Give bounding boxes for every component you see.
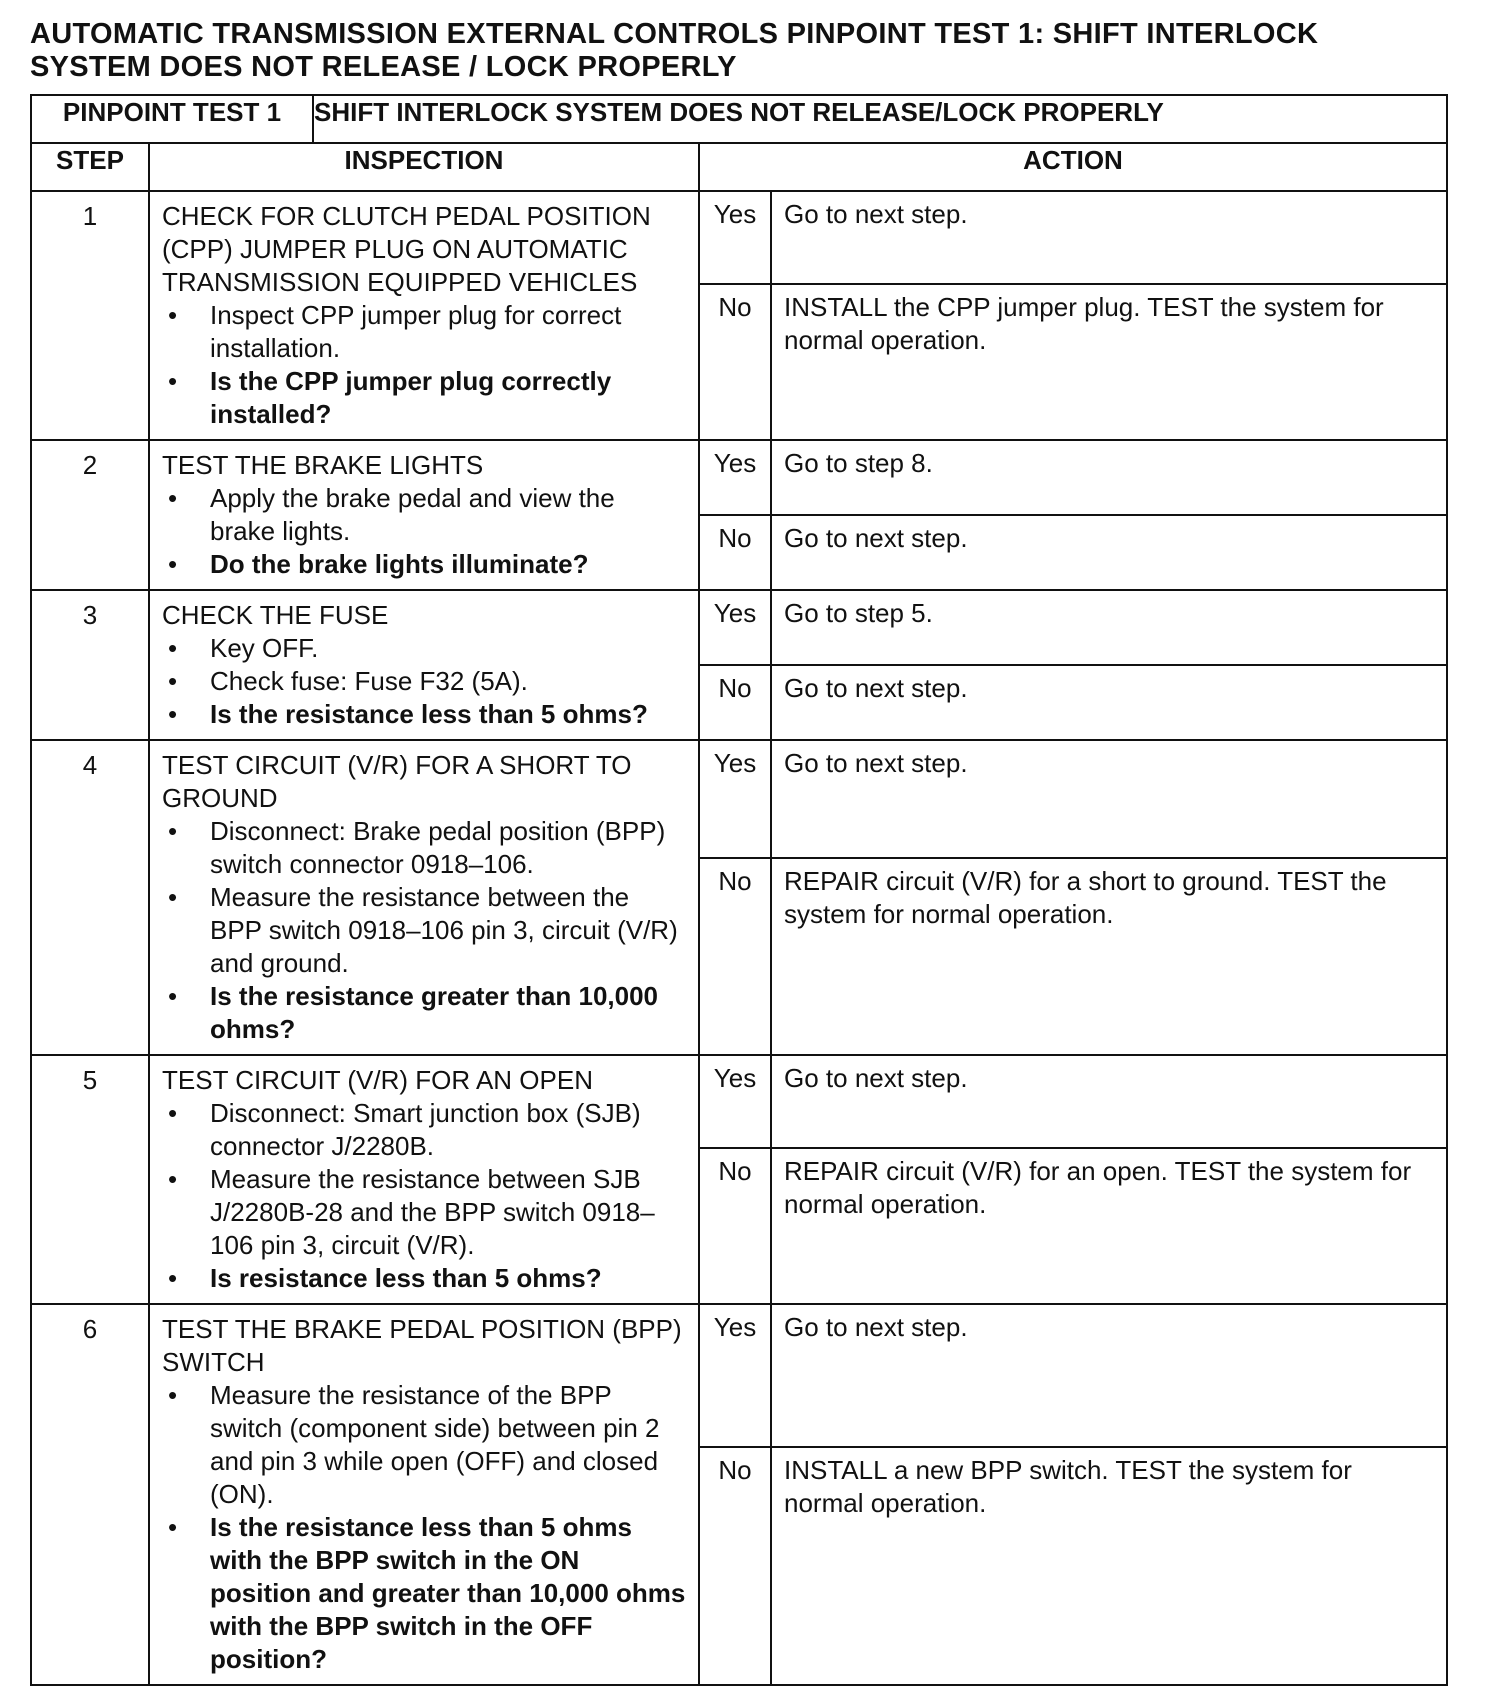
question-item xyxy=(162,1262,686,1295)
yes-action: Go to step 8. xyxy=(771,440,1447,515)
bullet-icon: • xyxy=(168,882,178,912)
inspection-cell xyxy=(149,740,699,1055)
no-label: No xyxy=(699,515,771,590)
bullet-item xyxy=(162,1379,686,1511)
step-number: 2 xyxy=(31,440,149,590)
inspection-cell xyxy=(149,590,699,740)
step-number: 6 xyxy=(31,1304,149,1685)
step-heading: TEST CIRCUIT (V/R) FOR AN OPEN xyxy=(162,1065,593,1095)
bullet-icon: • xyxy=(168,699,178,729)
step-rows xyxy=(31,191,1447,1685)
yes-action: Go to next step. xyxy=(771,1304,1447,1447)
step-heading: TEST CIRCUIT (V/R) FOR A SHORT TO GROUND xyxy=(162,750,632,813)
bullet-icon: • xyxy=(168,483,178,513)
question-item xyxy=(162,698,686,731)
bullet-text: Check fuse: Fuse F32 (5A). xyxy=(210,666,528,696)
test-header-row xyxy=(31,95,1447,143)
step-row xyxy=(31,1304,1447,1447)
bullet-text: Measure the resistance between SJB J/2280B-28 and the BPP switch 0918–106 pin 3, circuit (V/R). xyxy=(210,1164,655,1260)
yes-label: Yes xyxy=(699,1304,771,1447)
bullet-item xyxy=(162,881,686,980)
yes-label: Yes xyxy=(699,1055,771,1148)
step-heading: TEST THE BRAKE LIGHTS xyxy=(162,450,484,480)
bullet-icon: • xyxy=(168,1098,178,1128)
no-label: No xyxy=(699,284,771,440)
yes-label: Yes xyxy=(699,440,771,515)
bullet-text: Measure the resistance between the BPP switch 0918–106 pin 3, circuit (V/R) and ground. xyxy=(210,882,678,978)
bullet-icon: • xyxy=(168,633,178,663)
question-text: Is the resistance greater than 10,000 ohms? xyxy=(210,981,659,1044)
yes-label: Yes xyxy=(699,191,771,284)
title-line-2: SYSTEM DOES NOT RELEASE / LOCK PROPERLY xyxy=(30,51,737,83)
column-header-row xyxy=(31,143,1447,191)
yes-action: Go to next step. xyxy=(771,191,1447,284)
step-number: 4 xyxy=(31,740,149,1055)
bullet-text: Disconnect: Brake pedal position (BPP) switch connector 0918–106. xyxy=(210,816,666,879)
bullet-icon: • xyxy=(168,666,178,696)
step-row xyxy=(31,590,1447,665)
bullet-icon: • xyxy=(168,366,178,396)
bullet-text: Key OFF. xyxy=(210,633,319,663)
question-item xyxy=(162,1511,686,1676)
yes-action: Go to next step. xyxy=(771,1055,1447,1148)
no-action: REPAIR circuit (V/R) for an open. TEST the system for normal operation. xyxy=(771,1148,1447,1304)
bullet-icon: • xyxy=(168,1380,178,1410)
question-item xyxy=(162,365,686,431)
question-text: Is the resistance less than 5 ohms with the BPP switch in the ON position and greater than 10,000 ohms with the BPP switch in the OFF position? xyxy=(210,1512,686,1674)
bullet-icon: • xyxy=(168,981,178,1011)
bullet-text: Apply the brake pedal and view the brake lights. xyxy=(210,483,615,546)
step-row xyxy=(31,191,1447,284)
no-action: Go to next step. xyxy=(771,665,1447,740)
question-text: Is the CPP jumper plug correctly installed? xyxy=(210,366,612,429)
bullet-icon: • xyxy=(168,300,178,330)
title-line-1: AUTOMATIC TRANSMISSION EXTERNAL CONTROLS PINPOINT TEST 1: SHIFT INTERLOCK xyxy=(30,18,1319,50)
inspection-cell xyxy=(149,1304,699,1685)
bullet-icon: • xyxy=(168,1512,178,1542)
inspection-cell xyxy=(149,1055,699,1304)
yes-action: Go to step 5. xyxy=(771,590,1447,665)
step-row xyxy=(31,1055,1447,1148)
col-action-header: ACTION xyxy=(699,143,1447,191)
question-item xyxy=(162,548,686,581)
yes-label: Yes xyxy=(699,740,771,858)
bullet-item xyxy=(162,299,686,365)
step-number: 3 xyxy=(31,590,149,740)
yes-label: Yes xyxy=(699,590,771,665)
step-heading: TEST THE BRAKE PEDAL POSITION (BPP) SWITCH xyxy=(162,1314,682,1377)
no-action: INSTALL a new BPP switch. TEST the system for normal operation. xyxy=(771,1447,1447,1685)
step-heading: CHECK FOR CLUTCH PEDAL POSITION (CPP) JUMPER PLUG ON AUTOMATIC TRANSMISSION EQUIPPED VEHICLES xyxy=(162,201,651,297)
inspection-cell xyxy=(149,191,699,440)
step-number: 1 xyxy=(31,191,149,440)
bullet-item xyxy=(162,482,686,548)
bullet-item xyxy=(162,815,686,881)
bullet-icon: • xyxy=(168,816,178,846)
col-step-header: STEP xyxy=(31,143,149,191)
no-label: No xyxy=(699,1447,771,1685)
col-inspection-header: INSPECTION xyxy=(149,143,699,191)
page-title xyxy=(30,18,1470,84)
question-text: Do the brake lights illuminate? xyxy=(210,549,589,579)
bullet-icon: • xyxy=(168,1263,178,1293)
inspection-cell xyxy=(149,440,699,590)
bullet-icon: • xyxy=(168,1164,178,1194)
bullet-item xyxy=(162,1097,686,1163)
bullet-text: Disconnect: Smart junction box (SJB) connector J/2280B. xyxy=(210,1098,641,1161)
no-action: Go to next step. xyxy=(771,515,1447,590)
bullet-item xyxy=(162,665,686,698)
step-number: 5 xyxy=(31,1055,149,1304)
test-label-cell: PINPOINT TEST 1 xyxy=(31,95,313,143)
question-text: Is resistance less than 5 ohms? xyxy=(210,1263,602,1293)
no-action: INSTALL the CPP jumper plug. TEST the system for normal operation. xyxy=(771,284,1447,440)
no-label: No xyxy=(699,858,771,1055)
no-label: No xyxy=(699,1148,771,1304)
bullet-text: Inspect CPP jumper plug for correct installation. xyxy=(210,300,622,363)
bullet-text: Measure the resistance of the BPP switch (component side) between pin 2 and pin 3 while open (OFF) and closed (ON). xyxy=(210,1380,660,1509)
bullet-item xyxy=(162,632,686,665)
question-text: Is the resistance less than 5 ohms? xyxy=(210,699,648,729)
step-row xyxy=(31,440,1447,515)
bullet-item xyxy=(162,1163,686,1262)
bullet-icon: • xyxy=(168,549,178,579)
yes-action: Go to next step. xyxy=(771,740,1447,858)
step-row xyxy=(31,740,1447,858)
test-desc-cell: SHIFT INTERLOCK SYSTEM DOES NOT RELEASE/LOCK PROPERLY xyxy=(313,95,1447,143)
question-item xyxy=(162,980,686,1046)
no-action: REPAIR circuit (V/R) for a short to ground. TEST the system for normal operation. xyxy=(771,858,1447,1055)
step-heading: CHECK THE FUSE xyxy=(162,600,389,630)
pinpoint-test-table xyxy=(30,94,1448,1686)
no-label: No xyxy=(699,665,771,740)
